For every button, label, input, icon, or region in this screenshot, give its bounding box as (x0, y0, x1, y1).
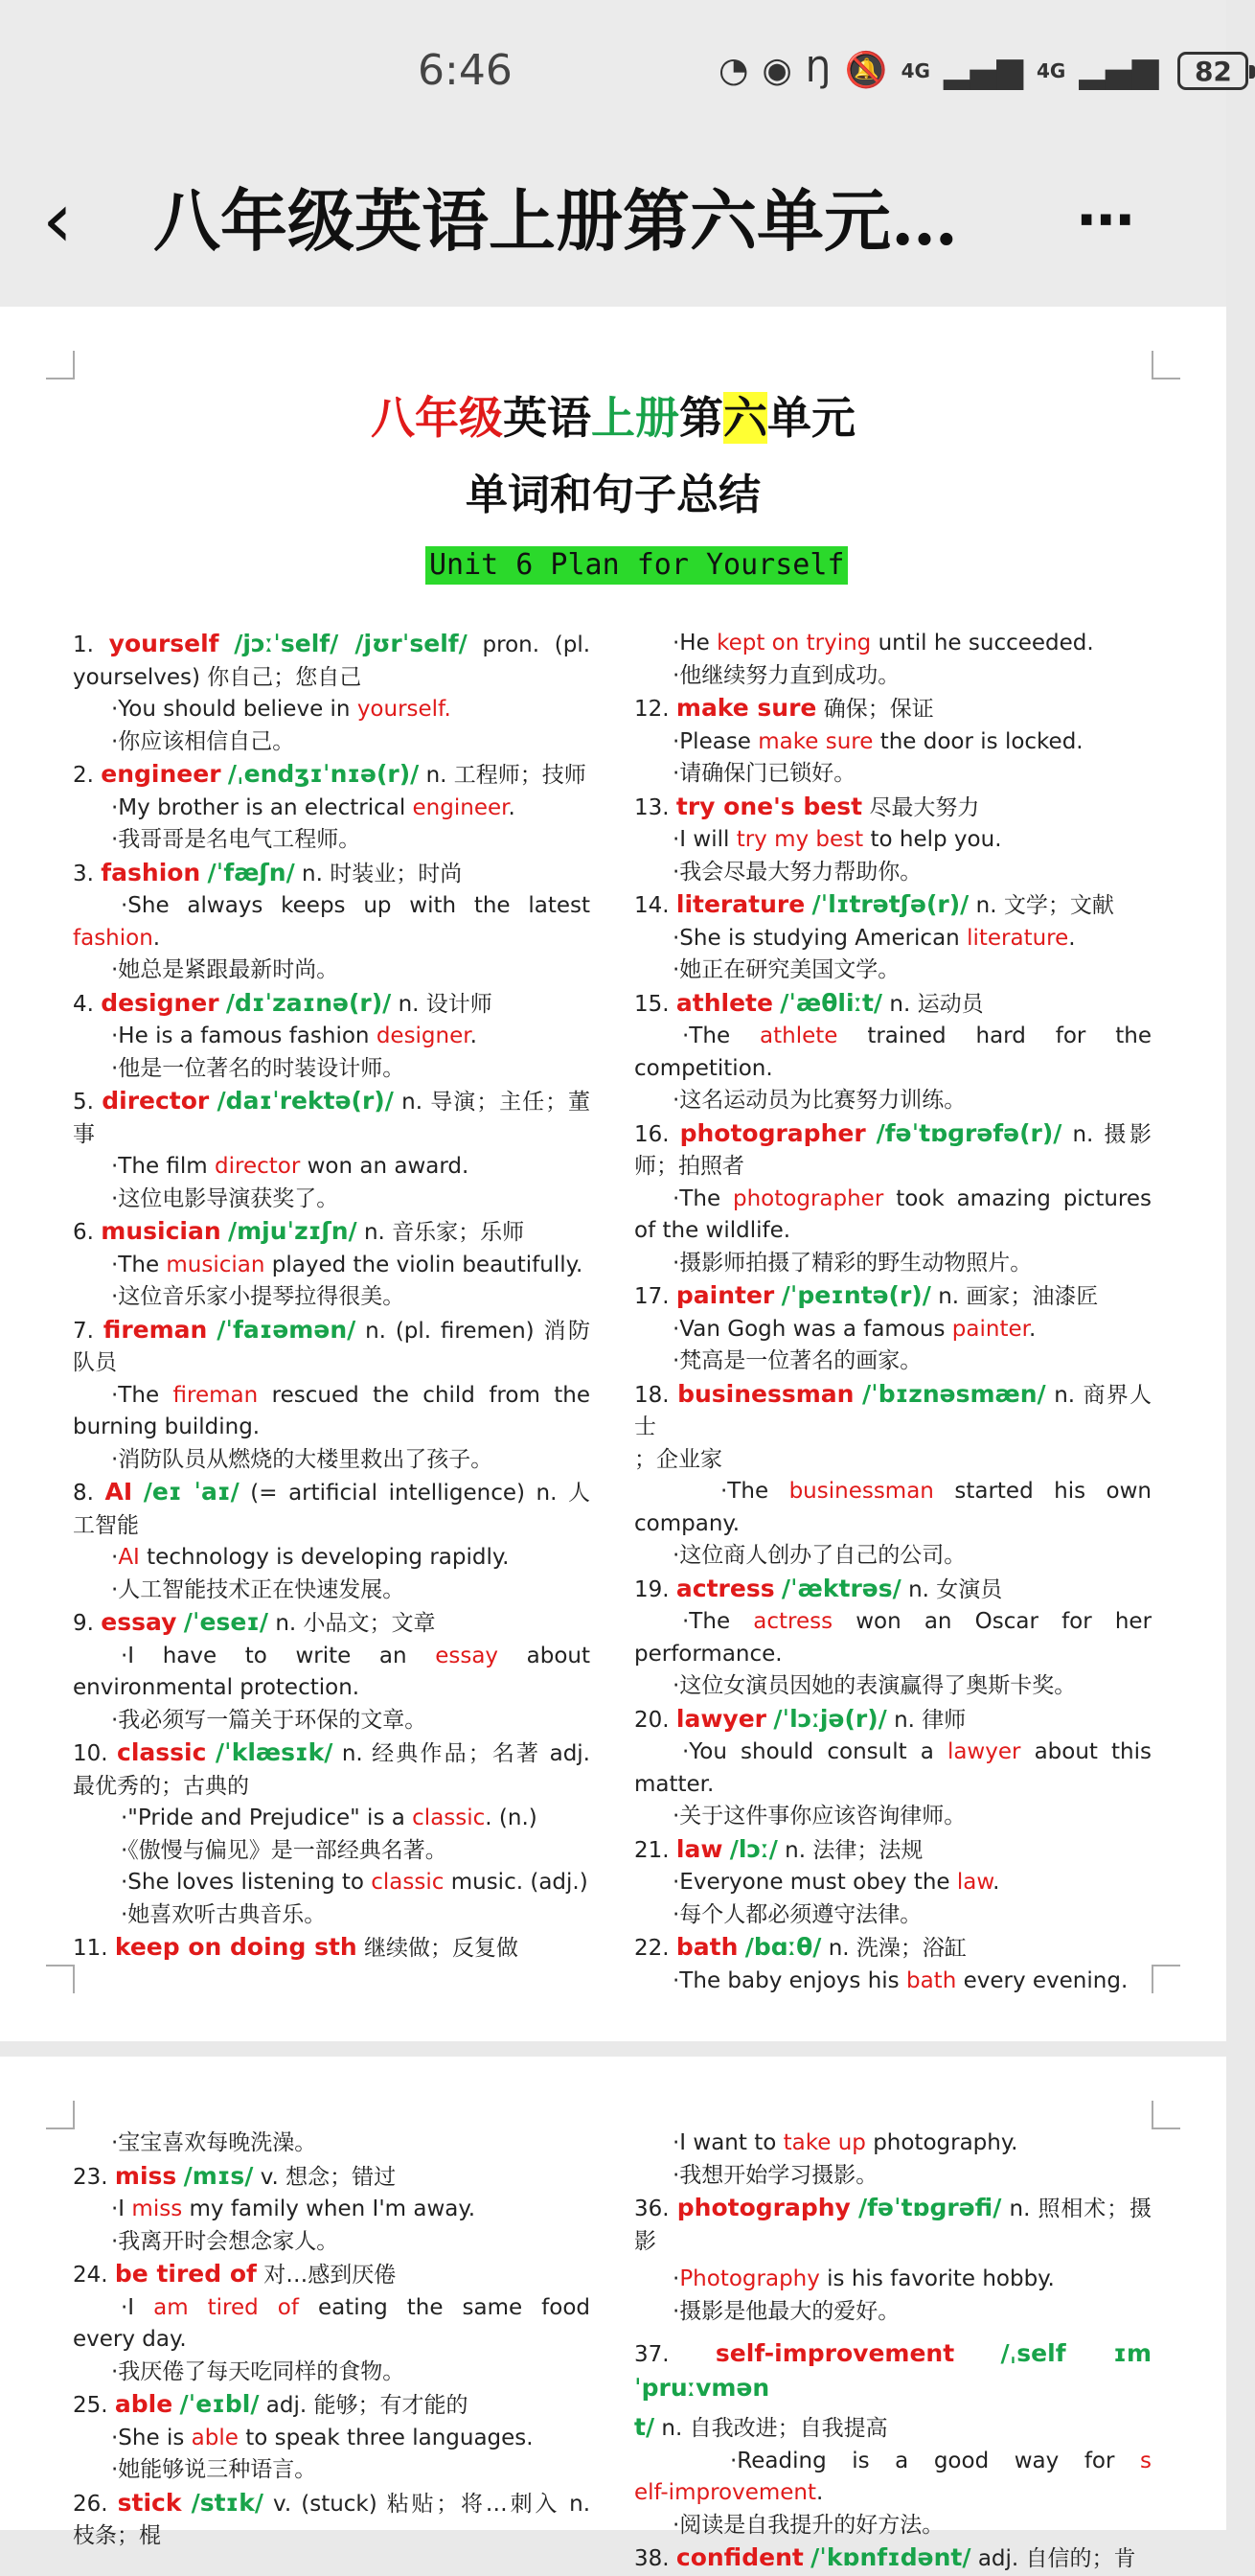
entry-24: 24. be tired of 对…感到厌倦 (73, 2260, 397, 2288)
entry-36: 36. photography /fəˈtɒɡrəfi/ n. 照相术；摄 (634, 2194, 1152, 2221)
entry-6: 6. musician /mjuˈzɪʃn/ n. 音乐家；乐师 (73, 1217, 525, 1245)
battery-icon (1177, 52, 1248, 90)
entry-14: 14. literature /ˈlɪtrətʃə(r)/ n. 文学；文献 (634, 890, 1114, 918)
battery-level: 82 (1194, 55, 1232, 87)
entry-11: 11. keep on doing sth 继续做；反复做 (73, 1933, 519, 1961)
doc-title: 八年级英语上册第六单元 (371, 392, 856, 444)
entry-18: 18. businessman /ˈbɪznəsmæn/ n. 商界人士 (634, 1379, 1152, 1439)
entry-19: 19. actress /ˈæktrəs/ n. 女演员 (634, 1574, 1003, 1602)
left-column-2: ·宝宝喜欢每晚洗澡。 23. miss /mɪs/ v. 想念；错过 ·I miss my family when I'm away. ·我离开时会想念家人。 24. be tired of 对…感到厌倦 ·I am tired of eating the same food every day. ·我厌倦了每天吃同样的食物。 25. able /ˈeɪbl/ adj. 能够；有才能的 ·She is able to speak three languages. ·她能够说三种语言。 26. stick /stɪk/ v. (stuck) 粘贴；将…刺入 n. 枝条；棍 (73, 2130, 591, 2548)
status-icons (719, 50, 1248, 92)
entry-25: 25. able /ˈeɪbl/ adj. 能够；有才能的 (73, 2390, 468, 2418)
entry-7: 7. fireman /ˈfaɪəmən/ n. (pl. firemen) 消防 (73, 1315, 590, 1344)
more-options-button[interactable] (1077, 187, 1138, 254)
right-column-2: ·I want to take up photography. ·我想开始学习摄影。 36. photography /fəˈtɒɡrəfi/ n. 照相术；摄 影 ·Photography is his favorite hobby. ·摄影是他最大的爱好。 37. self-improvement /ˌself ɪmˈpruːvmən t/ n. 自我改进；自我提高 ·Reading is a good way for s elf-improvement. ·阅读是自我提升的好方法。 38. confident /ˈkɒnfɪdənt/ adj. 自信的；肯 (634, 2128, 1152, 2576)
nfc-icon: Ŋ (805, 51, 832, 90)
entry-9: 9. essay /ˈeseɪ/ n. 小品文；文章 (73, 1608, 436, 1636)
signal-icon-2: ▂▄▆ (1079, 51, 1159, 90)
document-page-2 (0, 2057, 1226, 2571)
nav-bar (0, 144, 1226, 307)
network-4g-2: 4G (1037, 59, 1066, 82)
mute-bell-icon: 🔕 (844, 51, 888, 90)
more-icon: ⋯ (1077, 187, 1138, 254)
status-bar (0, 0, 1232, 144)
doc-subtitle: 单词和句子总结 (466, 471, 761, 519)
entry-26: 26. stick /stɪk/ v. (stuck) 粘贴；将…刺入 n. (73, 2488, 591, 2517)
entry-3: 3. fashion /ˈfæʃn/ n. 时装业；时尚 (73, 858, 463, 886)
entry-17: 17. painter /ˈpeɪntə(r)/ n. 画家；油漆匠 (634, 1281, 1099, 1309)
entry-4: 4. designer /dɪˈzaɪnə(r)/ n. 设计师 (73, 988, 492, 1017)
entry-37: 37. self-improvement /ˌself ɪmˈpruːvmən (634, 2339, 1152, 2402)
eye-icon: ◉ (762, 51, 792, 90)
entry-1: 1. yourself /jɔːˈself/ /jʊrˈself/ pron. (pl. (73, 630, 591, 657)
crop-mark-bottom-right (1152, 1965, 1180, 1993)
entry-16: 16. photographer /fəˈtɒɡrəfə(r)/ n. 摄影 (634, 1118, 1152, 1147)
nav-title: 八年级英语上册第六单元… (153, 181, 958, 261)
unit-label: Unit 6 Plan for Yourself (425, 546, 848, 585)
back-arrow-icon: ‹ (42, 175, 73, 264)
entry-22: 22. bath /bɑːθ/ n. 洗澡；浴缸 (634, 1933, 967, 1961)
signal-icon-1: ▂▄▆ (943, 51, 1024, 90)
entry-2: 2. engineer /ˌendʒɪˈnɪə(r)/ n. 工程师；技师 (73, 760, 586, 788)
right-column: ·He kept on trying until he succeeded. ·他继续努力直到成功。 12. make sure 确保；保证 ·Please make sure the door is locked. ·请确保门已锁好。 13. try one's best 尽最大努力 ·I will try my best to help you. ·我会尽最大努力帮助你。 14. literature /ˈlɪtrətʃə(r)/ n. 文学；文献 ·She is studying American literature. ·她正在研究美国文学。 15. athlete /ˈæθliːt/ n. 运动员 ·The athlete trained hard for the competition. ·这名运动员为比赛努力训练。 16. photographer /fəˈtɒɡrəfə(r)/ n. 摄影 师；拍照者 ·The photographer took amazing pictures of the wildlife. ·摄影师拍摄了精彩的野生动物照片。 17. painter /ˈpeɪntə(r)/ n. 画家；油漆匠 ·Van Gogh was a famous painter. ·梵高是一位著名的画家。 18. businessman /ˈbɪznəsmæn/ n. 商界人士 ；企业家 ·The businessman started his own company. ·这位商人创办了自己的公司。 19. actress /ˈæktrəs/ n. 女演员 ·The actress won an Oscar for her performance. ·这位女演员因她的表演赢得了奥斯卡奖。 20. lawyer /ˈlɔːjə(r)/ n. 律师 ·You should consult a lawyer about this matter. ·关于这件事你应该咨询律师。 21. law /lɔː/ n. 法律；法规 ·Everyone must obey the law. ·每个人都必须遵守法律。 22. bath /bɑːθ/ n. 洗澡；浴缸 ·The baby enjoys his bath every evening. (634, 631, 1152, 1993)
network-4g-1: 4G (901, 59, 930, 82)
entry-15: 15. athlete /ˈæθliːt/ n. 运动员 (634, 988, 984, 1017)
entry-13: 13. try one's best 尽最大努力 (634, 792, 980, 820)
entry-38: 38. confident /ˈkɒnfɪdənt/ adj. 自信的；肯 (634, 2543, 1136, 2571)
crop-mark-top-left-2 (46, 2101, 75, 2129)
crop-mark-top-left (46, 351, 75, 380)
back-button[interactable] (42, 172, 109, 268)
document-page-1 (0, 307, 1226, 2041)
entry-8: 8. AI /eɪ ˈaɪ/ (= artificial intelligence) n. 人 (73, 1478, 591, 1506)
entry-10: 10. classic /ˈklæsɪk/ n. 经典作品；名著 adj. (73, 1738, 590, 1766)
status-time: 6:46 (418, 46, 513, 95)
entry-23: 23. miss /mɪs/ v. 想念；错过 (73, 2161, 397, 2190)
crop-mark-top-right (1152, 351, 1180, 380)
entry-5: 5. director /daɪˈrektə(r)/ n. 导演；主任；董 (73, 1087, 591, 1115)
entry-21: 21. law /lɔː/ n. 法律；法规 (634, 1834, 924, 1863)
entry-12: 12. make sure 确保；保证 (634, 694, 934, 722)
speedometer-icon: ◔ (719, 51, 749, 90)
crop-mark-bottom-left (46, 1965, 75, 1993)
entry-20: 20. lawyer /ˈlɔːjə(r)/ n. 律师 (634, 1704, 967, 1733)
crop-mark-top-right-2 (1152, 2101, 1180, 2129)
left-column: 1. yourself /jɔːˈself/ /jʊrˈself/ pron. (pl. yourselves) 你自己；您自己 ·You should believe in yourself. ·你应该相信自己。 2. engineer /ˌendʒɪˈnɪə(r)/ n. 工程师；技师 ·My brother is an electrical engineer. ·我哥哥是名电气工程师。 3. fashion /ˈfæʃn/ n. 时装业；时尚 ·She always keeps up with the latest fashion. ·她总是紧跟最新时尚。 4. designer /dɪˈzaɪnə(r)/ n. 设计师 ·He is a famous fashion designer. ·他是一位著名的时装设计师。 5. director /daɪˈrektə(r)/ n. 导演；主任；董 事 ·The film director won an award. ·这位电影导演获奖了。 6. musician /mjuˈzɪʃn/ n. 音乐家；乐师 ·The musician played the violin beautifully. ·这位音乐家小提琴拉得很美。 7. fireman /ˈfaɪəmən/ n. (pl. firemen) 消防 队员 ·The fireman rescued the child from the burning building. ·消防队员从燃烧的大楼里救出了孩子。 8. AI /eɪ ˈaɪ/ (= artificial intelligence) n. 人 工智能 ·AI technology is developing rapidly. ·人工智能技术正在快速发展。 9. essay /ˈeseɪ/ n. 小品文；文章 ·I have to write an essay about environmental protection. ·我必须写一篇关于环保的文章。 10. classic /ˈklæsɪk/ n. 经典作品；名著 adj. 最优秀的；古典的 ·"Pride and Prejudice" is a classic. (n.) ·《傲慢与偏见》是一部经典名著。 ·She loves listening to classic music. (adj.) ·她喜欢听古典音乐。 11. keep on doing sth 继续做；反复做 (73, 628, 590, 1966)
